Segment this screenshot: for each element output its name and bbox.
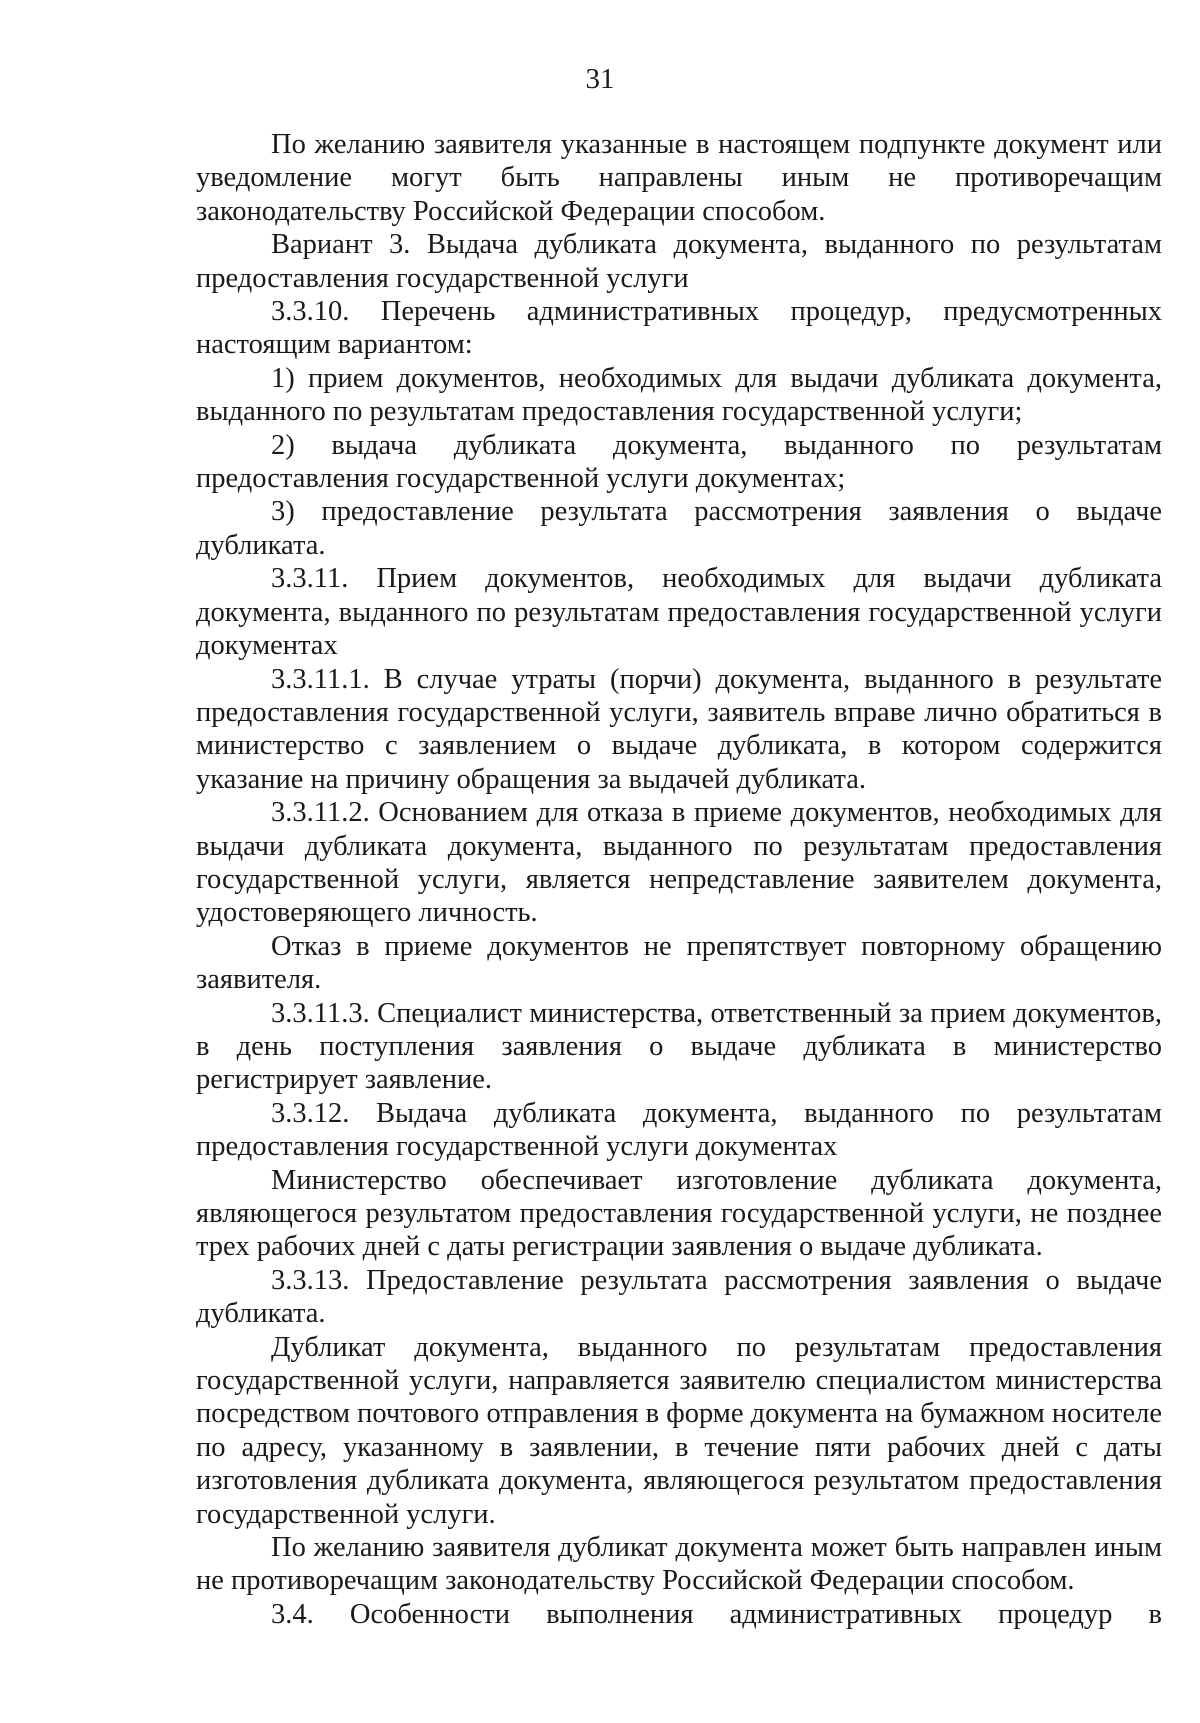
paragraph: 3.3.11.2. Основанием для отказа в приеме документов, необходимых для выдачи дубликата документа, выданного по результатам предоставления государственной услуги, является непредставление заявителем документа, удостоверяющего личность. (196, 797, 1162, 929)
paragraph: 3.3.11.3. Специалист министерства, ответственный за прием документов, в день поступления заявления о выдаче дубликата в министерство регистрирует заявление. (196, 997, 1162, 1096)
paragraph: 3.3.11. Прием документов, необходимых для выдачи дубликата документа, выданного по результатам предоставления государственной услуги документах (196, 563, 1162, 662)
paragraph: 3.3.12. Выдача дубликата документа, выданного по результатам предоставления государственной услуги документах (196, 1097, 1162, 1163)
paragraph: Министерство обеспечивает изготовление дубликата документа, являющегося результатом предоставления государственной услуги, не позднее трех рабочих дней с даты регистрации заявления о выдаче дубликата. (196, 1164, 1162, 1263)
paragraph: 3.3.10. Перечень административных процедур, предусмотренных настоящим вариантом: (196, 296, 1162, 361)
paragraph: Вариант 3. Выдача дубликата документа, выданного по результатам предоставления государственной услуги (196, 229, 1162, 294)
paragraph: Дубликат документа, выданного по результатам предоставления государственной услуги, направляется заявителю специалистом министерства посредством почтового отправления в форме документа на бумажном носителе по адресу, указанному в заявлении, в течение пяти рабочих дней с даты изготовления дубликата документа, являющегося результатом предоставления государственной услуги. (196, 1331, 1162, 1530)
paragraph: 3.4. Особенности выполнения административных процедур в (271, 1598, 1162, 1630)
paragraph: Отказ в приеме документов не препятствует повторному обращению заявителя. (196, 930, 1162, 996)
paragraph: 3) предоставление результата рассмотрения заявления о выдаче дубликата. (196, 496, 1162, 561)
paragraph: По желанию заявителя указанные в настоящем подпункте документ или уведомление могут быть направлены иным не противоречащим законодательству Российской Федерации способом. (196, 129, 1162, 227)
page-number: 31 (585, 63, 615, 95)
document-body (196, 128, 1162, 1631)
paragraph: По желанию заявителя дубликат документа может быть направлен иным не противоречащим законодательству Российской Федерации способом. (196, 1532, 1162, 1597)
paragraph: 3.3.13. Предоставление результата рассмотрения заявления о выдаче дубликата. (196, 1264, 1162, 1330)
paragraph: 1) прием документов, необходимых для выдачи дубликата документа, выданного по результатам предоставления государственной услуги; (196, 362, 1162, 428)
paragraph: 2) выдача дубликата документа, выданного по результатам предоставления государственной услуги документах; (196, 429, 1162, 495)
paragraph: 3.3.11.1. В случае утраты (порчи) документа, выданного в результате предоставления государственной услуги, заявитель вправе лично обратиться в министерство с заявлением о выдаче дубликата, в котором содержится указание на причину обращения за выдачей дубликата. (196, 663, 1162, 795)
